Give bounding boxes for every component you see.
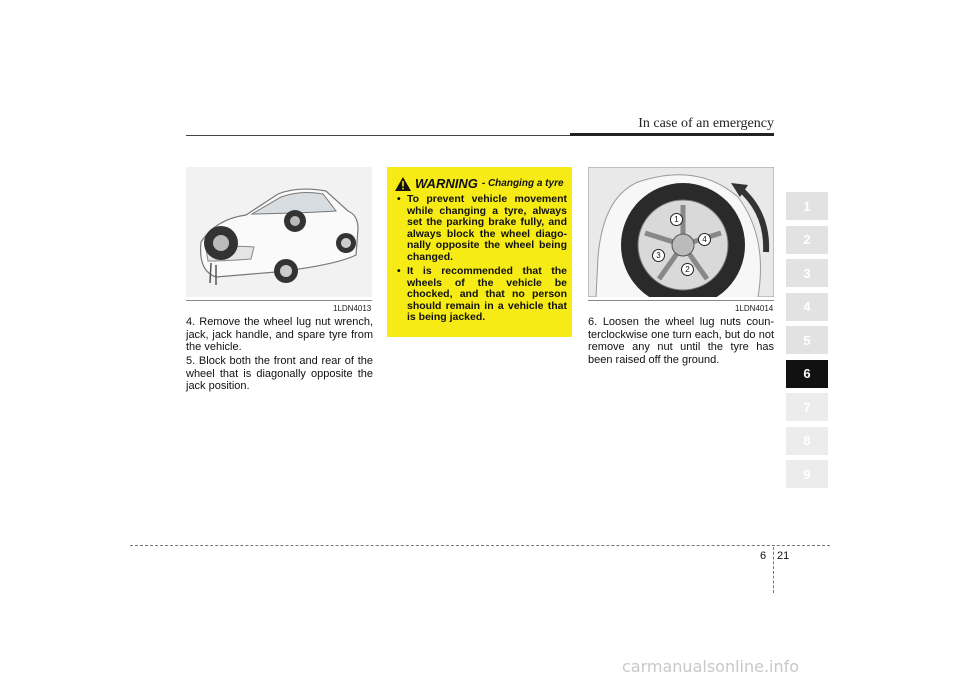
- figure-rule: [588, 300, 774, 301]
- step-4: [186, 316, 373, 354]
- warning-item: • It is recommended that the wheels of the vehicle be chocked, and that no person should remain in a vehicle that is being jacked.: [395, 266, 567, 324]
- callout-3: 3: [652, 249, 665, 262]
- watermark: carmanualsonline.info: [622, 657, 800, 676]
- step-5: [186, 355, 373, 393]
- chapter-tab-3[interactable]: 3: [786, 259, 828, 287]
- footer-rule: [130, 545, 830, 546]
- warning-icon: [395, 177, 411, 191]
- step-text: Remove the wheel lug nut wrench, jack, jack handle, and spare tyre from the vehicle.: [186, 316, 373, 353]
- step-number: 4.: [186, 316, 196, 328]
- chapter-tab-5[interactable]: 5: [786, 326, 828, 354]
- chapter-tab-7[interactable]: 7: [786, 393, 828, 421]
- step-number: 5.: [186, 355, 196, 367]
- chapter-tab-4[interactable]: 4: [786, 293, 828, 321]
- figure-label: 1LDN4014: [735, 304, 774, 313]
- warning-box: [387, 167, 572, 337]
- wheel-illustration: [588, 167, 774, 297]
- chapter-tab-8[interactable]: 8: [786, 427, 828, 455]
- step-text: Loosen the wheel lug nuts coun- terclockwise one turn each, but do not remove any nut until the tyre has been raised off the ground.: [588, 316, 775, 366]
- warning-item: • To prevent vehicle movement while changing a tyre, always set the parking brake fully, and always block the wheel diago- nally opposite the wheel being changed.: [395, 194, 567, 263]
- warning-header: [395, 176, 564, 191]
- footer-chapter: 6: [760, 550, 767, 562]
- step-number: 6.: [588, 316, 598, 328]
- chapter-tab-1[interactable]: 1: [786, 192, 828, 220]
- header-rule-accent: [570, 133, 774, 136]
- page-number: 21: [777, 550, 790, 562]
- figure-label: 1LDN4013: [333, 304, 372, 313]
- footer-divider: [773, 547, 774, 593]
- figure-rule: [186, 300, 372, 301]
- chapter-tabs: [786, 192, 828, 494]
- warning-title: WARNING: [415, 176, 478, 191]
- callout-1: 1: [670, 213, 683, 226]
- warning-list: [395, 194, 567, 327]
- chapter-tab-2[interactable]: 2: [786, 226, 828, 254]
- chapter-tab-6[interactable]: 6: [786, 360, 828, 388]
- step-6: [588, 316, 774, 366]
- section-title: In case of an emergency: [638, 116, 774, 131]
- callout-4: 4: [698, 233, 711, 246]
- callout-2: 2: [681, 263, 694, 276]
- step-text: Block both the front and rear of the wheel that is diagonally opposite the jack position.: [186, 355, 373, 392]
- car-illustration: [186, 167, 372, 297]
- warning-subtitle: - Changing a tyre: [481, 178, 564, 189]
- chapter-tab-9[interactable]: 9: [786, 460, 828, 488]
